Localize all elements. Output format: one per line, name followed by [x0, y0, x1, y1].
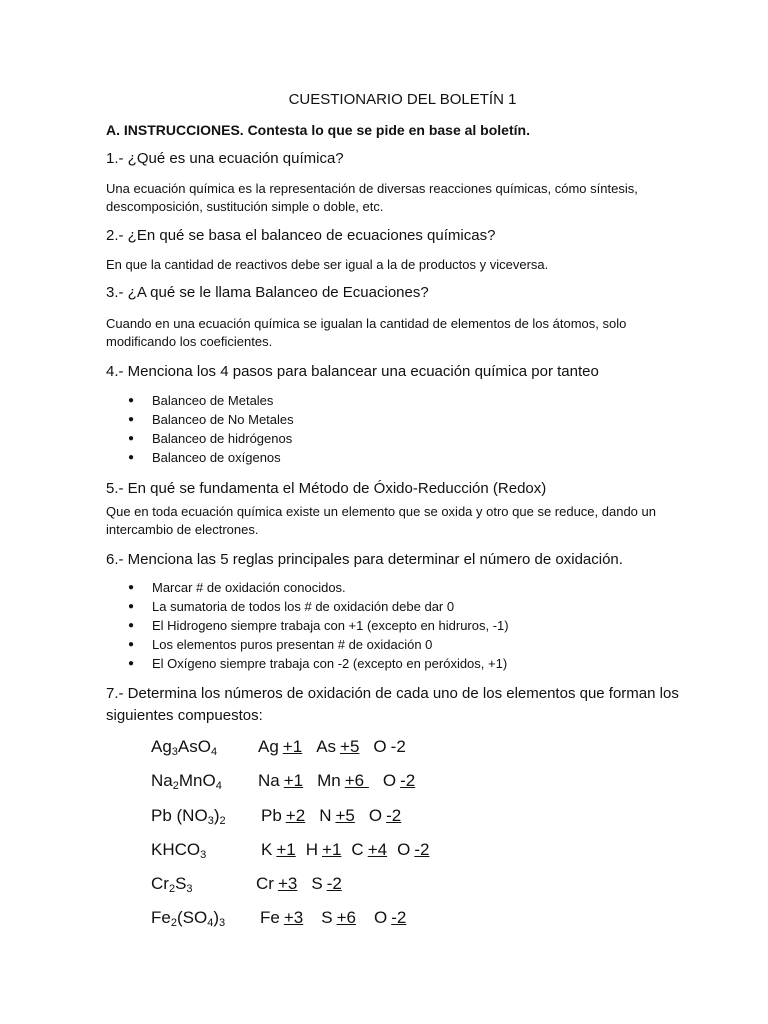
list-item: ● Balanceo de No Metales [128, 410, 294, 429]
element-symbol: S [311, 874, 323, 893]
answer-5-line-2: intercambio de electrones. [106, 522, 259, 537]
oxidation-entry [306, 840, 342, 859]
oxidation-numbers [256, 874, 342, 894]
element-symbol: O [382, 771, 397, 790]
oxidation-entry [374, 908, 406, 927]
oxidation-number: +5 [335, 806, 355, 825]
element-symbol: O [368, 806, 383, 825]
oxidation-number: +3 [277, 874, 298, 893]
subscript: 3 [171, 746, 178, 758]
element-symbol: N [319, 806, 332, 825]
oxidation-number: -2 [400, 771, 416, 790]
compound-formula: $Fe_2(SO_4)_3$ [151, 908, 226, 929]
subscript: 4 [210, 746, 218, 758]
oxidation-numbers [258, 771, 415, 791]
tanteo-steps-list [128, 391, 294, 467]
subscript: 4 [207, 917, 214, 929]
compound-formula: $Na_2MnO_4$ [151, 771, 222, 792]
question-5: 5.- En qué se fundamenta el Método de Óxido-Reducción (Redox) [106, 480, 547, 497]
element-symbol: As [316, 737, 337, 756]
oxidation-number: +1 [283, 771, 304, 790]
subscript: 4 [215, 780, 222, 792]
oxidation-entry [258, 737, 302, 756]
oxidation-entry [261, 840, 296, 859]
element-symbol: O [397, 840, 411, 859]
oxidation-number: +6 [344, 771, 369, 790]
list-item: ● Marcar # de oxidación conocidos. [128, 578, 509, 597]
oxidation-number: -2 [391, 908, 407, 927]
oxidation-entry [319, 806, 355, 825]
oxidation-numbers [258, 737, 406, 757]
list-item: ● Balanceo de oxígenos [128, 448, 294, 467]
answer-1-line-1: Una ecuación química es la representación de diversas reacciones químicas, cómo síntesis, [106, 181, 638, 196]
subscript: 2 [168, 883, 176, 895]
subscript: 2 [170, 917, 177, 929]
oxidation-entry [373, 737, 405, 756]
element-symbol: O [373, 908, 388, 927]
answer-3-line-1: Cuando en una ecuación química se igualan la cantidad de elementos de los átomos, solo [106, 316, 627, 331]
oxidation-number: +3 [283, 908, 304, 927]
element-symbol: C [351, 840, 364, 859]
oxidation-number: -2 [390, 737, 406, 756]
answer-1-line-2: descomposición, sustitución simple o doble, etc. [106, 199, 384, 214]
question-7-line-1: 7.- Determina los números de oxidación de cada uno de los elementos que forman los [106, 685, 679, 702]
oxidation-numbers [261, 806, 401, 826]
list-item: ● El Oxígeno siempre trabaja con -2 (excepto en peróxidos, +1) [128, 654, 509, 673]
element-symbol: Fe [260, 908, 280, 927]
element-symbol: K [261, 840, 273, 859]
element-symbol: S [321, 908, 333, 927]
element-symbol: Ag [258, 737, 279, 756]
oxidation-number: -2 [386, 806, 402, 825]
question-3: 3.- ¿A qué se le llama Balanceo de Ecuaciones? [106, 284, 429, 301]
question-4: 4.- Menciona los 4 pasos para balancear una ecuación química por tanteo [106, 363, 599, 380]
question-1: 1.- ¿Qué es una ecuación química? [106, 150, 344, 167]
element-symbol: Mn [317, 771, 341, 790]
document-title: CUESTIONARIO DEL BOLETÍN 1 [288, 91, 517, 108]
oxidation-entry [261, 806, 305, 825]
subscript: 2 [219, 815, 226, 827]
element-symbol: H [305, 840, 319, 859]
oxidation-number: -2 [326, 874, 342, 893]
answer-5-line-1: Que en toda ecuación química existe un elemento que se oxida y otro que se reduce, dando un [106, 504, 656, 519]
oxidation-entry [321, 908, 356, 927]
list-item: ● Balanceo de Metales [128, 391, 294, 410]
subscript: 3 [207, 815, 214, 827]
answer-3-line-2: modificando los coeficientes. [106, 334, 273, 349]
oxidation-entry [256, 874, 297, 893]
subscript: 3 [186, 883, 193, 895]
answer-2-line-1: En que la cantidad de reactivos debe ser igual a la de productos y viceversa. [106, 257, 549, 272]
oxidation-number: +5 [340, 737, 360, 756]
oxidation-numbers [261, 840, 429, 860]
oxidation-entry [258, 771, 303, 790]
oxidation-entry [383, 771, 415, 790]
subscript: 3 [200, 849, 207, 861]
oxidation-entry [311, 874, 341, 893]
oxidation-entry [369, 806, 401, 825]
oxidation-number: +4 [367, 840, 388, 859]
list-item: ● Los elementos puros presentan # de oxidación 0 [128, 635, 509, 654]
question-6: 6.- Menciona las 5 reglas principales para determinar el número de oxidación. [106, 551, 623, 568]
oxidation-entry [316, 737, 359, 756]
oxidation-entry [397, 840, 429, 859]
subscript: 3 [219, 917, 226, 929]
oxidation-number: -2 [414, 840, 430, 859]
compound-formula: $KHCO_3$ [151, 840, 207, 861]
element-symbol: Cr [256, 874, 274, 893]
element-symbol: O [373, 737, 387, 756]
oxidation-rules-list [128, 578, 509, 673]
question-7-line-2: siguientes compuestos: [106, 707, 263, 724]
oxidation-numbers [260, 908, 406, 928]
compound-formula: Pb $(NO_3)_2$ [151, 806, 226, 827]
list-item: ● La sumatoria de todos los # de oxidación debe dar 0 [128, 597, 509, 616]
oxidation-number: +2 [285, 806, 306, 825]
subscript: 2 [172, 780, 179, 792]
question-2: 2.- ¿En qué se basa el balanceo de ecuaciones químicas? [106, 227, 496, 244]
compound-formula: $Ag_3AsO_4$ [151, 737, 218, 758]
oxidation-entry [317, 771, 369, 790]
list-item: ● Balanceo de hidrógenos [128, 429, 294, 448]
oxidation-entry [351, 840, 387, 859]
oxidation-number: +1 [322, 840, 342, 859]
element-symbol: Na [258, 771, 280, 790]
oxidation-entry [260, 908, 303, 927]
oxidation-number: +1 [276, 840, 296, 859]
compound-formula: $Cr_2S_3$ [151, 874, 193, 895]
instructions-heading: A. INSTRUCCIONES. Contesta lo que se pide en base al boletín. [106, 122, 530, 138]
list-item: ● El Hidrogeno siempre trabaja con +1 (excepto en hidruros, -1) [128, 616, 509, 635]
oxidation-number: +6 [336, 908, 356, 927]
element-symbol: Pb [261, 806, 282, 825]
oxidation-number: +1 [282, 737, 303, 756]
